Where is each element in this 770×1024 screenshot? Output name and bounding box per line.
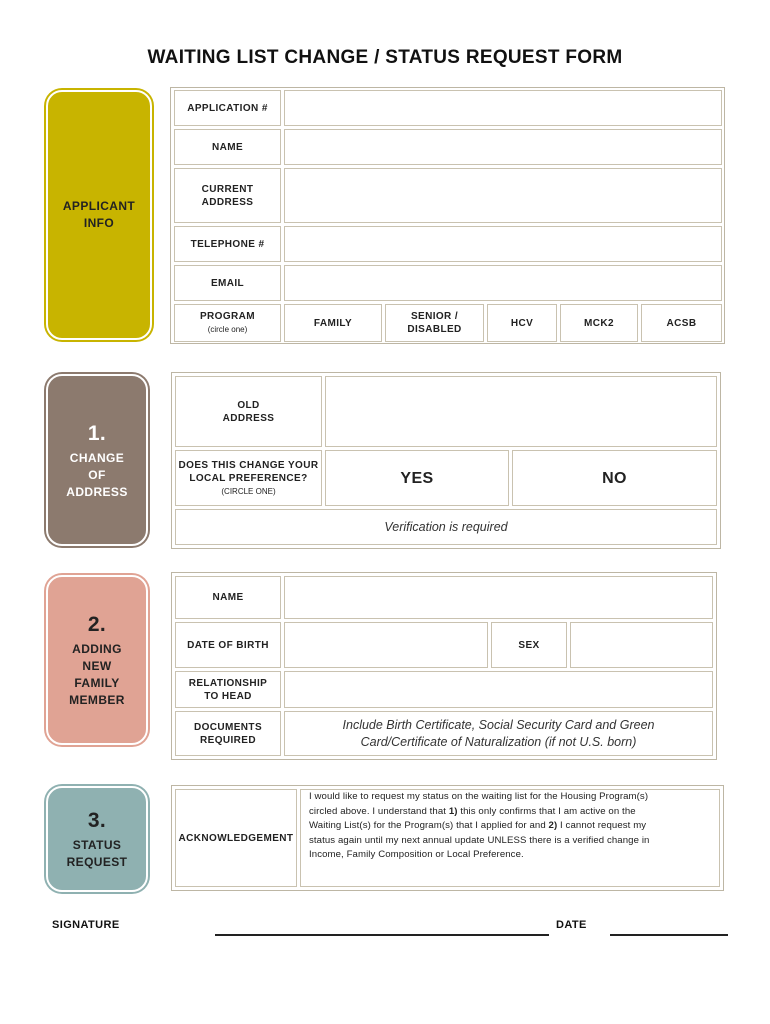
email-label: EMAIL [174, 265, 281, 301]
documents-required-text [284, 711, 713, 756]
relationship-field[interactable] [284, 671, 713, 708]
local-preference-question [175, 450, 322, 506]
current-address-label [174, 168, 281, 223]
ack-line3-a: Waiting List(s) for the Program(s) that I applied for and [309, 820, 549, 831]
acknowledgement-line2 [309, 805, 636, 820]
program-hint: (circle one) [207, 325, 248, 334]
application-number-label: APPLICATION # [174, 90, 281, 126]
old-address-label-line2: ADDRESS [222, 412, 275, 424]
email-field[interactable] [284, 265, 722, 301]
current-address-label-line2: ADDRESS [201, 196, 254, 208]
form-title: WAITING LIST CHANGE / STATUS REQUEST FORM [147, 47, 623, 68]
adding-family-member-tab-line2: NEW [82, 659, 112, 673]
name-field[interactable] [284, 129, 722, 165]
relationship-label [175, 671, 281, 708]
acknowledgement-text [300, 789, 720, 887]
telephone-label: TELEPHONE # [174, 226, 281, 262]
old-address-label [175, 376, 322, 447]
program-option-senior-disabled[interactable] [385, 304, 484, 342]
old-address-label-line1: OLD [237, 399, 260, 411]
ack-line2-b: 1) [448, 805, 458, 817]
documents-label-line1: DOCUMENTS [193, 721, 263, 733]
date-of-birth-label: DATE OF BIRTH [175, 622, 281, 668]
ack-line3-c: I cannot request my [557, 820, 647, 831]
change-of-address-tab-line1: CHANGE [69, 450, 125, 465]
adding-family-member-tab-line3: FAMILY [74, 676, 120, 690]
local-preference-hint: (CIRCLE ONE) [221, 486, 276, 496]
program-option-mck2[interactable]: MCK2 [560, 304, 638, 342]
signature-line[interactable] [215, 934, 549, 936]
change-of-address-tab-line3: ADDRESS [66, 484, 128, 499]
local-preference-no-option[interactable]: NO [512, 450, 717, 506]
current-address-label-line1: CURRENT [201, 183, 254, 195]
local-preference-line1: DOES THIS CHANGE YOUR [178, 459, 319, 471]
telephone-field[interactable] [284, 226, 722, 262]
date-line[interactable] [610, 934, 728, 936]
ack-line2-c: this only confirms that I am active on the [457, 805, 636, 817]
acknowledgement-line5: Income, Family Composition or Local Preference. [309, 849, 524, 860]
relationship-label-line1: RELATIONSHIP [188, 677, 268, 689]
sex-field[interactable] [570, 622, 713, 668]
documents-text-line2: Card/Certificate of Naturalization (if not U.S. born) [360, 734, 637, 749]
acknowledgement-line1: I would like to request my status on the waiting list for the Housing Program(s) [309, 791, 649, 802]
old-address-field[interactable] [325, 376, 717, 447]
change-of-address-number: 1. [87, 421, 107, 445]
relationship-label-line2: TO HEAD [204, 690, 252, 702]
applicant-tab-label: APPLICANT INFO [62, 199, 136, 230]
member-name-label: NAME [175, 576, 281, 619]
member-name-field[interactable] [284, 576, 713, 619]
signature-label: SIGNATURE [52, 919, 120, 931]
program-label-text: PROGRAM [199, 311, 256, 322]
status-request-tab-line1: STATUS [72, 838, 122, 852]
program-option-hcv[interactable]: HCV [487, 304, 557, 342]
verification-note: Verification is required [175, 509, 717, 545]
change-of-address-tab [46, 374, 148, 546]
current-address-field[interactable] [284, 168, 722, 223]
program-option-senior-line2: DISABLED [407, 324, 462, 335]
local-preference-yes-option[interactable]: YES [325, 450, 509, 506]
acknowledgement-line4: status again until my next annual update UNLESS there is a verified change in [309, 834, 650, 846]
program-option-senior-line1: SENIOR / [410, 311, 459, 322]
local-preference-line2: LOCAL PREFERENCE? [189, 472, 308, 484]
program-option-acsb[interactable]: ACSB [641, 304, 722, 342]
status-request-tab [46, 786, 148, 892]
program-option-family[interactable]: FAMILY [284, 304, 382, 342]
applicant-info-tab [46, 90, 152, 340]
adding-family-member-number: 2. [87, 613, 107, 636]
adding-family-member-tab-line1: ADDING [72, 642, 122, 656]
date-of-birth-field[interactable] [284, 622, 488, 668]
name-label: NAME [174, 129, 281, 165]
adding-family-member-tab [46, 575, 148, 745]
documents-required-label [175, 711, 281, 756]
status-request-number: 3. [87, 809, 107, 832]
adding-family-member-tab-line4: MEMBER [69, 693, 125, 707]
date-label: DATE [556, 919, 587, 931]
change-of-address-tab-line2: OF [88, 467, 106, 482]
ack-line2-a: circled above. I understand that [309, 805, 449, 817]
documents-label-line2: REQUIRED [200, 734, 256, 746]
sex-label: SEX [491, 622, 567, 668]
acknowledgement-label: ACKNOWLEDGEMENT [175, 789, 297, 887]
documents-text-line1: Include Birth Certificate, Social Security Card and Green [342, 717, 655, 732]
status-request-tab-line2: REQUEST [66, 855, 128, 869]
ack-line3-b: 2) [548, 820, 558, 831]
acknowledgement-line3 [309, 819, 646, 834]
program-label [174, 304, 281, 342]
application-number-field[interactable] [284, 90, 722, 126]
